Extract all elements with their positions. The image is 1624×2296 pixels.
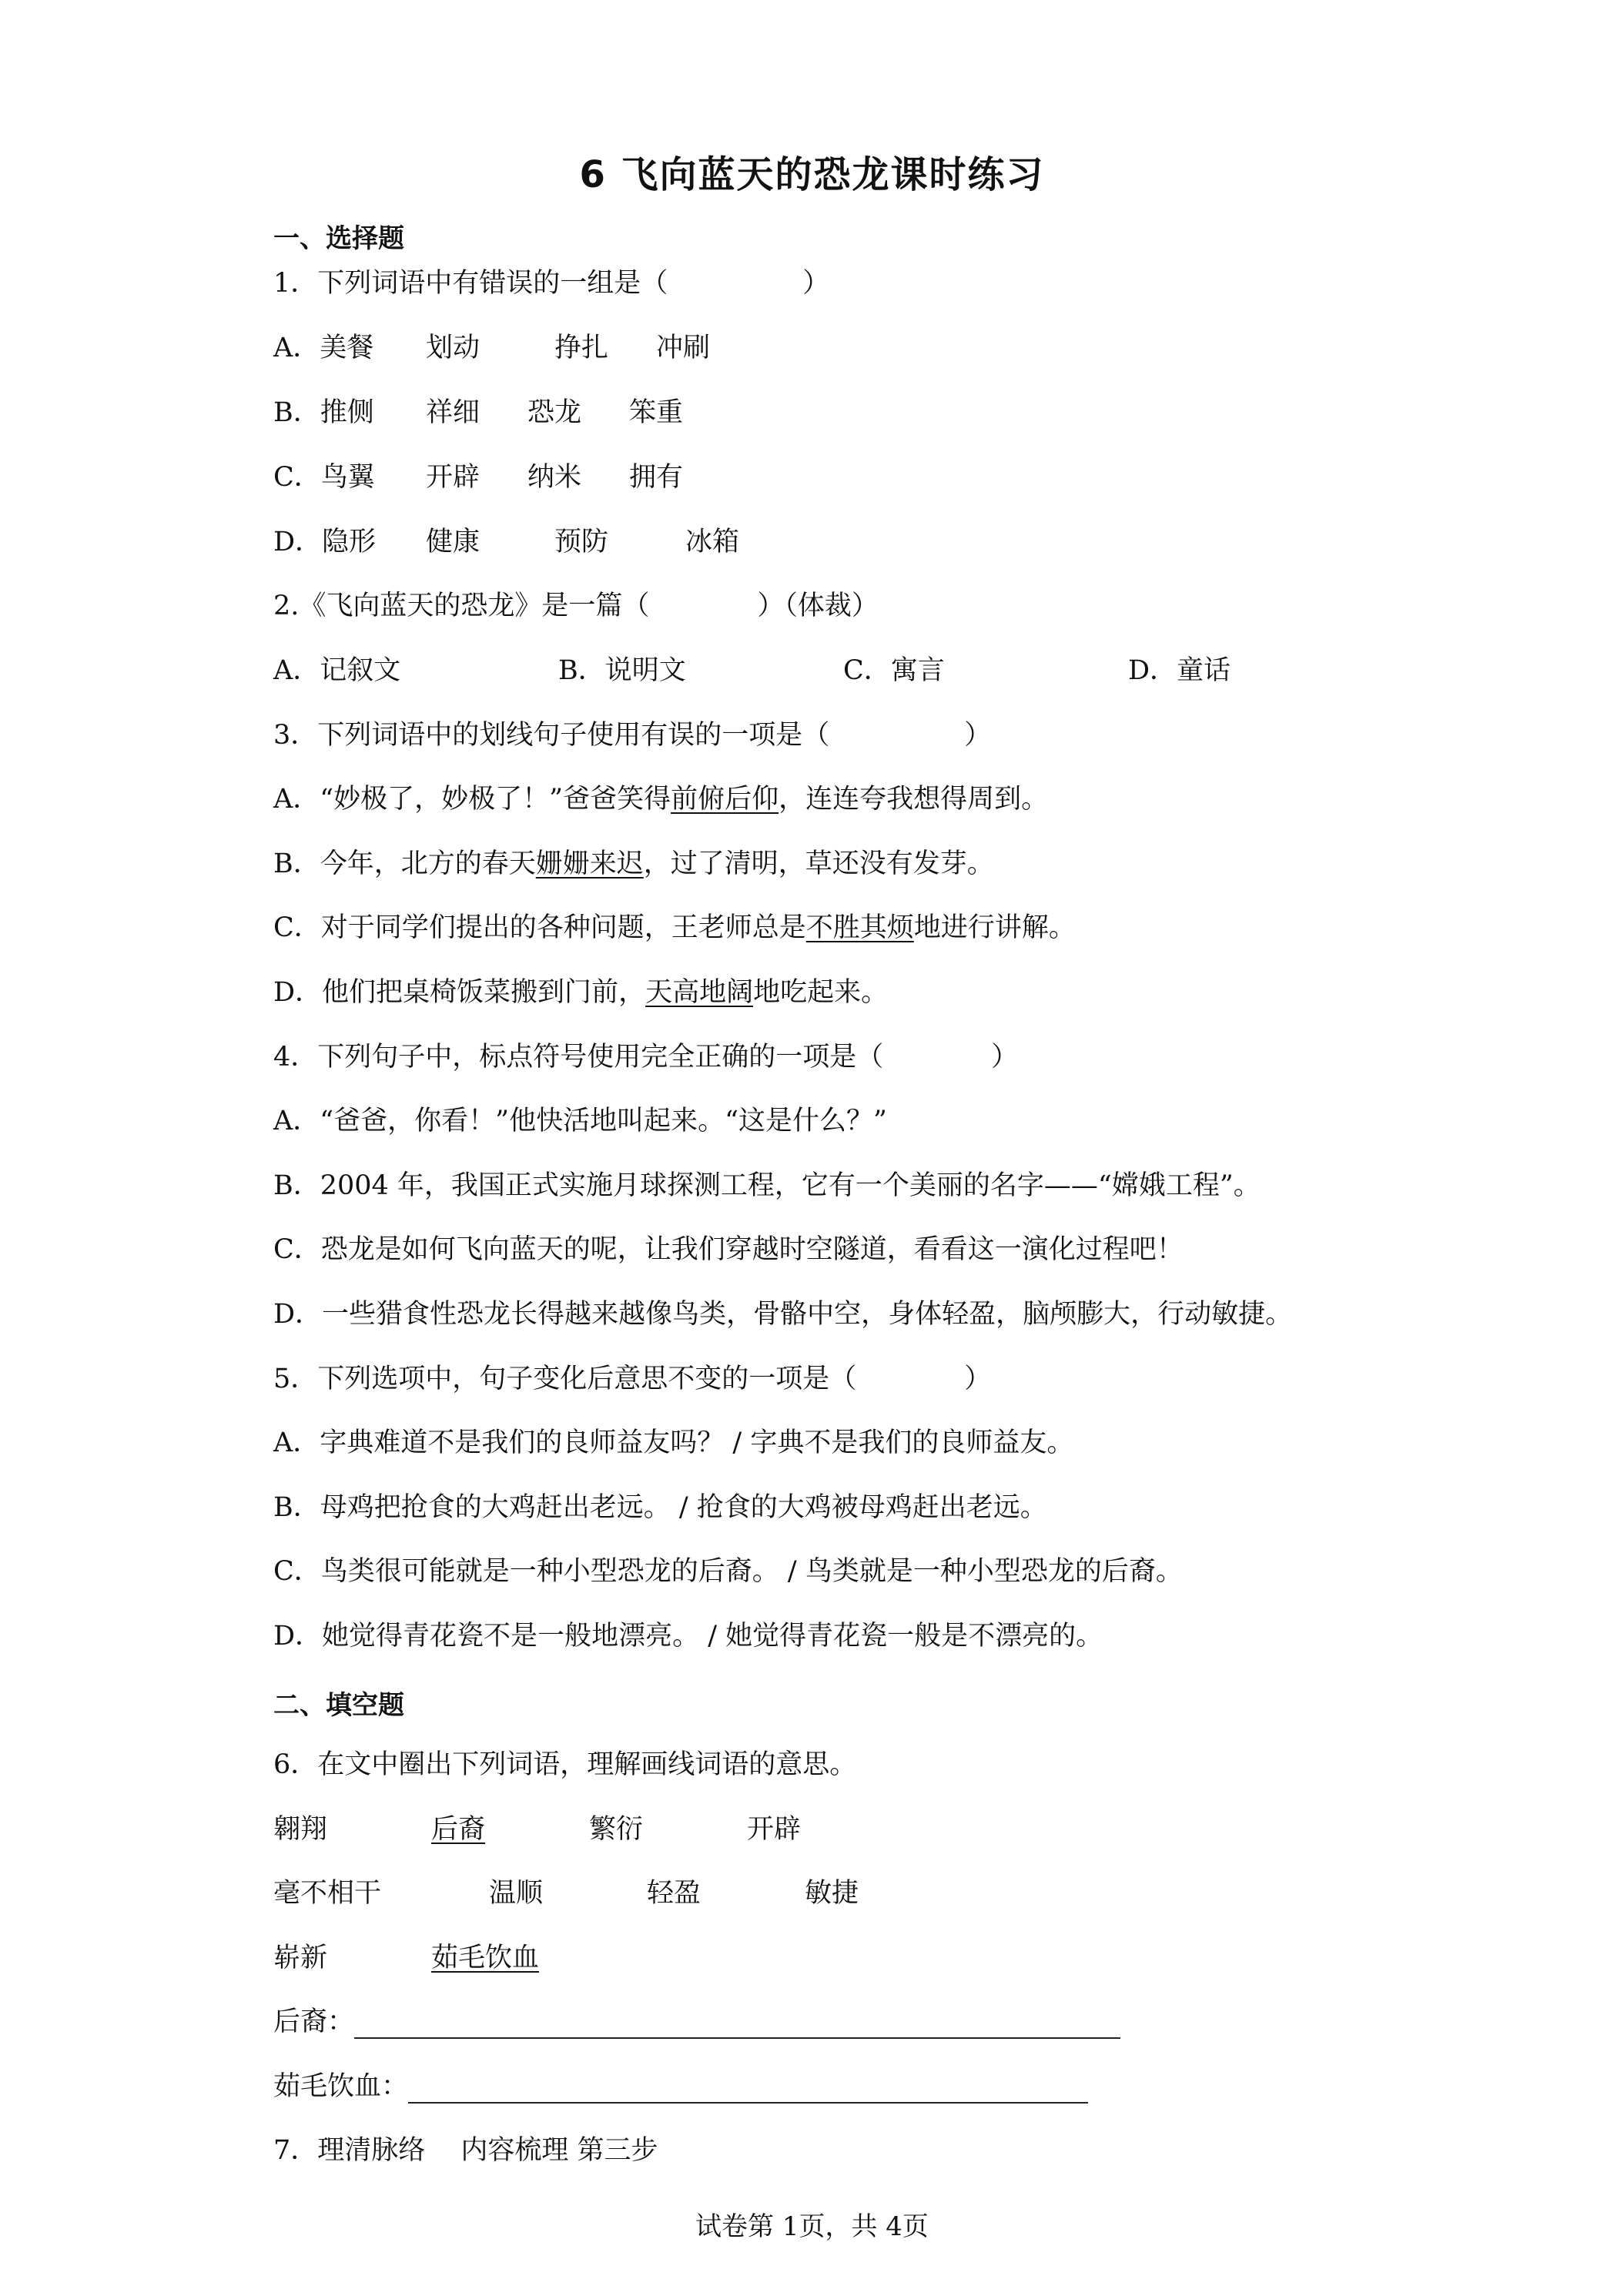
word: 繁衍 bbox=[589, 1814, 644, 1845]
question-5-stem: 5．下列选项中，句子变化后意思不变的一项是（ ） bbox=[273, 1364, 992, 1394]
underlined-phrase: 不胜其烦 bbox=[805, 912, 914, 943]
option-b: B．说明文 bbox=[558, 655, 686, 686]
underlined-phrase: 天高地阔 bbox=[645, 977, 754, 1008]
word: 笨重 bbox=[629, 397, 684, 428]
answer-blank[interactable] bbox=[354, 2011, 1120, 2039]
word: 温顺 bbox=[489, 1878, 544, 1909]
word: 祥细 bbox=[426, 397, 481, 428]
word: 毫不相干 bbox=[273, 1878, 382, 1909]
fill-line-1 bbox=[273, 2005, 1120, 2039]
section-heading-fill: 二、填空题 bbox=[273, 1690, 404, 1721]
page-title: 6 飞向蓝天的恐龙课时练习 bbox=[579, 153, 1045, 196]
word: 崭新 bbox=[273, 1943, 328, 1973]
section-heading-choice: 一、选择题 bbox=[273, 223, 404, 254]
question-2-stem: 2.《飞向蓝天的恐龙》是一篇（ ）（体裁） bbox=[273, 591, 879, 621]
question-5-option-a: A．字典难道不是我们的良师益友吗？ / 字典不是我们的良师益友。 bbox=[273, 1427, 1074, 1458]
option-c: C．寓言 bbox=[843, 655, 945, 686]
option-text: ，过了清明，草还没有发芽。 bbox=[643, 848, 994, 879]
word: 开辟 bbox=[747, 1814, 802, 1845]
word: 健康 bbox=[426, 527, 481, 557]
word: 开辟 bbox=[426, 462, 481, 493]
question-3-stem: 3．下列词语中的划线句子使用有误的一项是（ ） bbox=[273, 720, 992, 751]
underlined-phrase: 前俯后仰 bbox=[671, 784, 779, 815]
underlined-word: 茹毛饮血 bbox=[431, 1943, 540, 1973]
question-3-option-b bbox=[273, 847, 994, 881]
question-4-option-d: D．一些猎食性恐龙长得越来越像鸟类，骨骼中空，身体轻盈，脑颅膨大，行动敏捷。 bbox=[273, 1299, 1293, 1330]
word: 拥有 bbox=[629, 462, 684, 493]
question-7-stem: 7．理清脉络 内容梳理 第三步 bbox=[273, 2135, 658, 2166]
word: 冰箱 bbox=[685, 527, 740, 557]
word: 轻盈 bbox=[647, 1878, 702, 1909]
word: 纳米 bbox=[527, 462, 582, 493]
option-text: C．鸟翼 bbox=[273, 462, 375, 493]
option-text: 地进行讲解。 bbox=[913, 912, 1076, 943]
question-4-option-c: C．恐龙是如何飞向蓝天的呢，让我们穿越时空隧道，看看这一演化过程吧！ bbox=[273, 1234, 1184, 1265]
question-3-option-c bbox=[273, 911, 1076, 945]
question-6-stem: 6．在文中圈出下列词语，理解画线词语的意思。 bbox=[273, 1749, 857, 1780]
underlined-phrase: 姗姗来迟 bbox=[535, 848, 644, 879]
fill-line-2 bbox=[273, 2070, 1088, 2104]
question-5-option-d: D．她觉得青花瓷不是一般地漂亮。 / 她觉得青花瓷一般是不漂亮的。 bbox=[273, 1621, 1103, 1652]
word: 恐龙 bbox=[527, 397, 582, 428]
underlined-word: 后裔 bbox=[431, 1814, 486, 1845]
option-text: C．对于同学们提出的各种问题，王老师总是 bbox=[273, 912, 806, 943]
option-text: B．推侧 bbox=[273, 397, 374, 428]
word: 预防 bbox=[554, 527, 609, 557]
question-5-option-b: B．母鸡把抢食的大鸡赶出老远。 / 抢食的大鸡被母鸡赶出老远。 bbox=[273, 1492, 1047, 1523]
option-a: A．记叙文 bbox=[273, 655, 401, 686]
question-1-stem: 1．下列词语中有错误的一组是（ ） bbox=[273, 268, 830, 299]
question-4-option-b: B．2004 年，我国正式实施月球探测工程，它有一个美丽的名字——“嫦娥工程”。 bbox=[273, 1170, 1261, 1201]
option-text: 地吃起来。 bbox=[753, 977, 889, 1008]
option-d: D．童话 bbox=[1128, 655, 1231, 686]
option-text: A．“妙极了，妙极了！”爸爸笑得 bbox=[273, 784, 671, 815]
word: 划动 bbox=[426, 333, 481, 363]
word: 挣扎 bbox=[554, 333, 609, 363]
question-3-option-d bbox=[273, 976, 888, 1009]
question-4-stem: 4．下列句子中，标点符号使用完全正确的一项是（ ） bbox=[273, 1042, 1019, 1073]
option-text: D．他们把桌椅饭菜搬到门前， bbox=[273, 977, 646, 1008]
question-5-option-c: C．鸟类很可能就是一种小型恐龙的后裔。 / 鸟类就是一种小型恐龙的后裔。 bbox=[273, 1556, 1183, 1587]
page-footer: 试卷第 1页，共 4页 bbox=[695, 2211, 929, 2242]
question-4-option-a: A．“爸爸，你看！”他快活地叫起来。“这是什么？” bbox=[273, 1106, 887, 1136]
blank-label: 后裔： bbox=[273, 2006, 355, 2037]
word: 敏捷 bbox=[805, 1878, 859, 1909]
answer-blank[interactable] bbox=[408, 2076, 1088, 2104]
word: 冲刷 bbox=[656, 333, 711, 363]
option-text: ，连连夸我想得周到。 bbox=[779, 784, 1049, 815]
word: 翱翔 bbox=[273, 1814, 328, 1845]
question-3-option-a bbox=[273, 782, 1048, 816]
option-text: A．美餐 bbox=[273, 333, 374, 363]
blank-label: 茹毛饮血： bbox=[273, 2071, 409, 2102]
option-text: D．隐形 bbox=[273, 527, 377, 557]
option-text: B．今年，北方的春天 bbox=[273, 848, 536, 879]
